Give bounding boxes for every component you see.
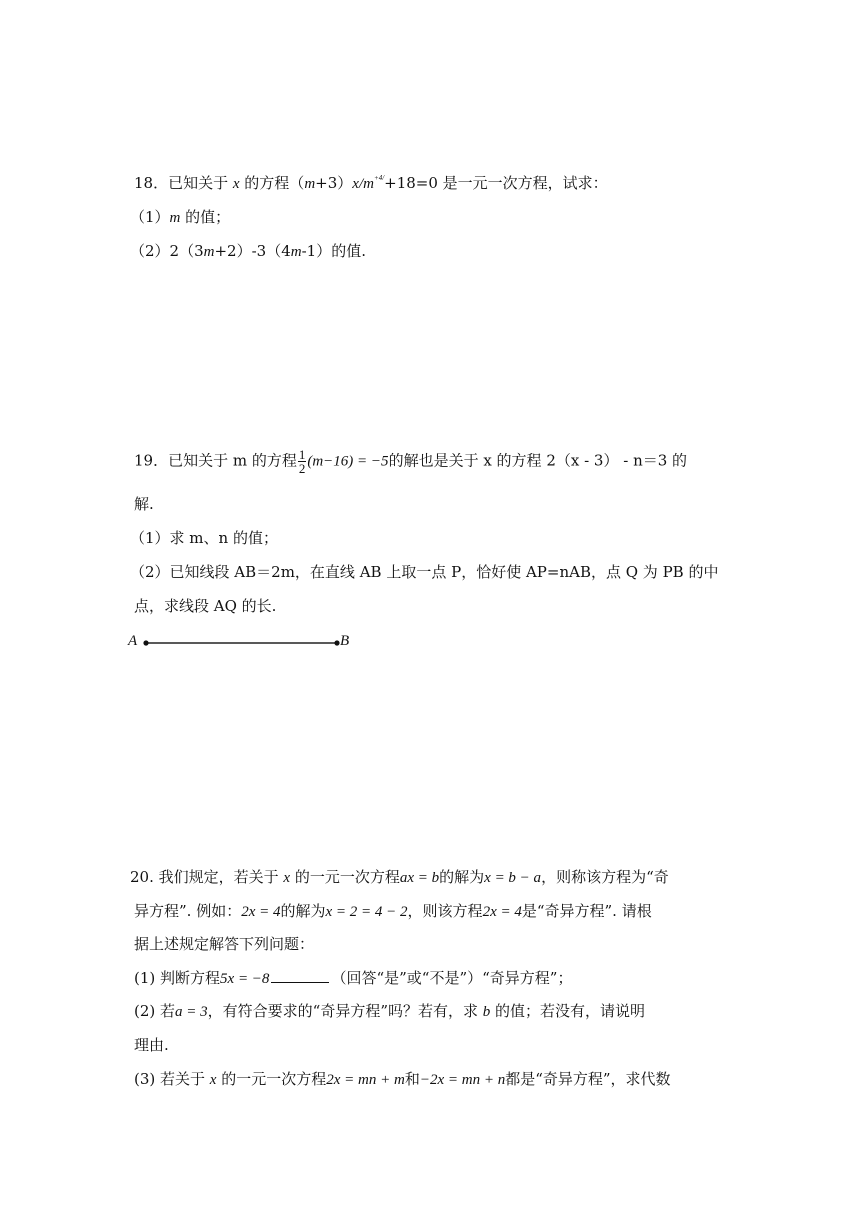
q20-line-3: 据上述规定解答下列问题： — [134, 935, 315, 953]
q20-line-1: 20. 我们规定，若关于 x 的一元一次方程ax = b的解为x = b − a，则称该方程为“奇 — [130, 868, 669, 886]
q20-line-4: (1) 判断方程5x = −8 （回答“是”或“不是”）“奇异方程”； — [134, 969, 573, 987]
q19-line-1: 19．已知关于 m 的方程 $\frac{1}{2}$ (m−16) = −5的解也是关于 x 的方程 2（x - 3） - n＝3 的 — [134, 447, 688, 476]
point-a — [143, 640, 148, 645]
q18-line-3: （2）2（3m+2）-3（4m-1）的值. — [130, 242, 366, 260]
q19-line-4: （2）已知线段 AB＝2m，在直线 AB 上取一点 P，恰好使 AP=nAB，点 Q 为 PB 的中 — [130, 563, 719, 581]
segment-ab-figure — [128, 632, 358, 654]
q20-line-2: 异方程”. 例如：2x = 4的解为x = 2 = 4 − 2，则该方程2x = 4是“奇异方程”. 请根 — [134, 902, 652, 920]
q18-line-2: （1）m 的值； — [130, 208, 231, 226]
segment-ab — [128, 632, 358, 654]
point-b-label: B — [340, 633, 350, 649]
q19-line-3: （1）求 m、n 的值； — [130, 529, 278, 547]
exponent: +4/ — [373, 174, 385, 182]
q19-line-2: 解. — [134, 495, 154, 513]
fraction: $\frac{1}{2}$ — [298, 447, 306, 476]
q20-line-5: (2) 若a = 3，有符合要求的“奇异方程”吗？若有，求 b 的值；若没有，请说明 — [134, 1002, 646, 1020]
q18-line-1: 18．已知关于 x 的方程$(m+3)x/m^{+4/}+18=0$ 是一元一次方程，试求： — [134, 174, 608, 192]
q19-line-5: 点，求线段 AQ 的长. — [134, 597, 277, 615]
q20-line-7: (3) 若关于 x 的一元一次方程2x = mn + m和−2x = mn + n都是“奇异方程”，求代数 — [134, 1070, 671, 1088]
answer-blank[interactable] — [271, 968, 329, 983]
q20-line-6: 理由. — [134, 1036, 169, 1054]
point-b — [334, 640, 339, 645]
point-a-label: A — [128, 633, 138, 649]
